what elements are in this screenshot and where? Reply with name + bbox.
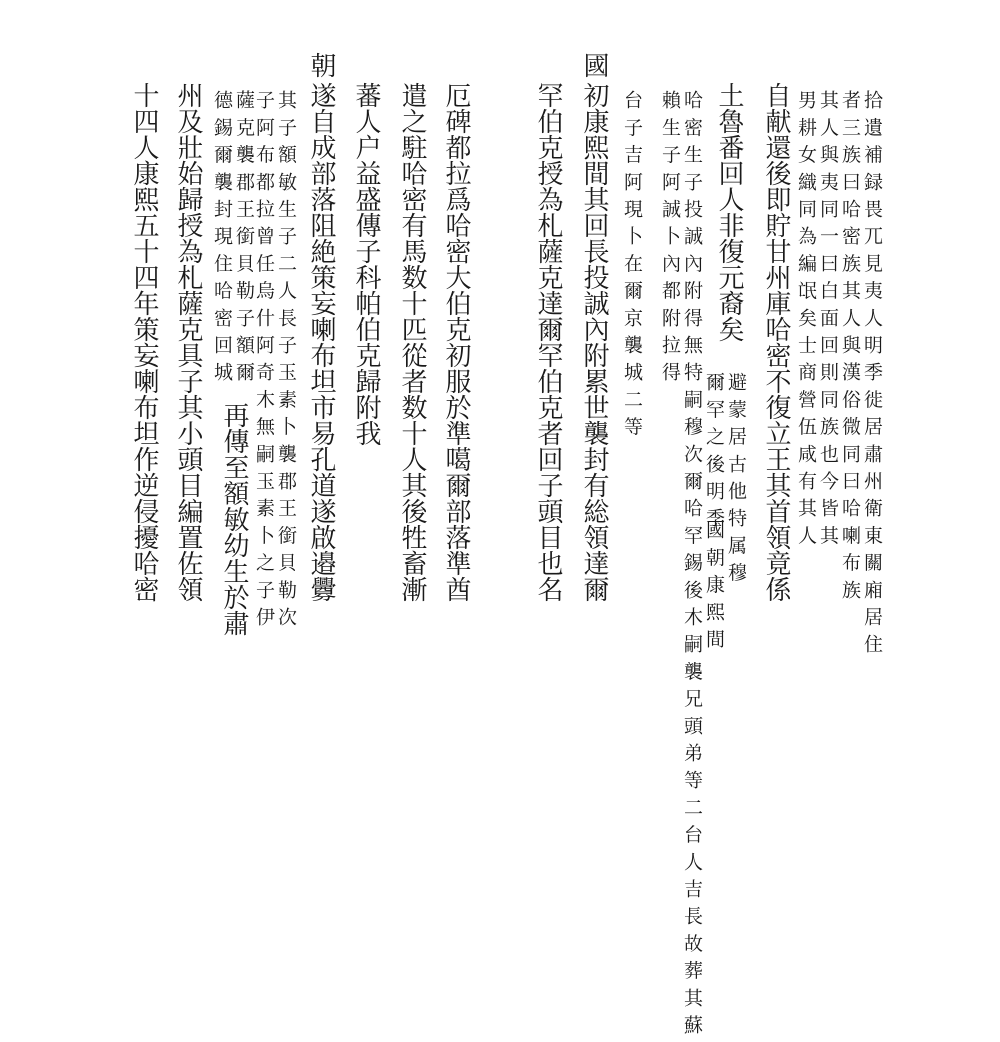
note-column-r4: 男耕女織同為編氓矣士商營伍咸有其人 <box>795 90 817 553</box>
text-column-r13: 初康熙間其回長投誠內附累世襲封有総領達爾 <box>579 82 609 602</box>
note-column-l5: 其子額敏生子二人長子玉素卜襲郡王銜貝勒次 <box>275 90 297 634</box>
note-column-r8: 爾罕之後明季 <box>703 372 725 536</box>
honorific-chao: 朝 <box>306 52 336 78</box>
note-column-r10: 哈密生子投誠內附得無特嗣穆次爾哈罕錫後木嗣襲兄頭弟等二台人吉長故葬其蘇 <box>681 90 703 1042</box>
honorific-guo: 國 <box>579 52 609 78</box>
text-column-l10: 州及壯始歸授為札薩克具子其小頭目編置佐領 <box>173 82 203 602</box>
note-column-r9: 國朝康熙間 <box>703 520 725 656</box>
text-column-l4: 遂自成部落阻絶策妄喇布坦市易孔道遂啟邉釁 <box>306 82 336 602</box>
note-column-r2: 者三族曰哈密族其人與漢俗微同曰哈喇布族 <box>839 90 861 607</box>
text-column-r6: 土魯番回人非復元裔矣 <box>714 82 744 342</box>
text-column-l1: 厄碑都拉爲哈密大伯克初服於準噶爾部落準酋 <box>441 82 471 602</box>
note-column-r1: 拾遺補録畏兀見夷人明季徙居肅州衛東關廂居住 <box>861 90 883 662</box>
note-column-l8: 德錫爾襲封現住哈密回城 <box>211 90 233 390</box>
note-column-l6: 子阿布都拉曾任烏什阿奇木無嗣玉素卜之子伊 <box>253 90 275 634</box>
text-column-r5: 自献還後即貯甘州庫哈密不復立王其首領竟係 <box>761 82 791 602</box>
text-column-l11: 十四人康熙五十四年策妄喇布坦作逆侵擾哈密 <box>129 82 159 602</box>
note-column-r7: 避蒙居古他特属穆 <box>725 372 747 590</box>
text-column-l3: 蕃人户益盛傳子科帕伯克歸附我 <box>351 82 381 446</box>
note-column-r3: 其人與夷同一曰白面回則同族也今皆其 <box>817 90 839 553</box>
text-column-r14: 罕伯克授為札薩克達爾罕伯克者回子頭目也名 <box>533 82 563 602</box>
note-column-r11: 賴生子阿誠卜內都附拉得 <box>659 90 681 390</box>
text-column-l9: 再傳至額敏幼生於肅 <box>219 402 249 636</box>
note-column-r12: 台子吉阿現卜在爾京襲城二等 <box>621 90 643 444</box>
note-column-l7: 薩克襲郡王銜貝勒子額爾 <box>233 90 255 390</box>
text-column-l2: 遣之駐哈密有馬数十匹從者数十人其後牲畜漸 <box>397 82 427 602</box>
